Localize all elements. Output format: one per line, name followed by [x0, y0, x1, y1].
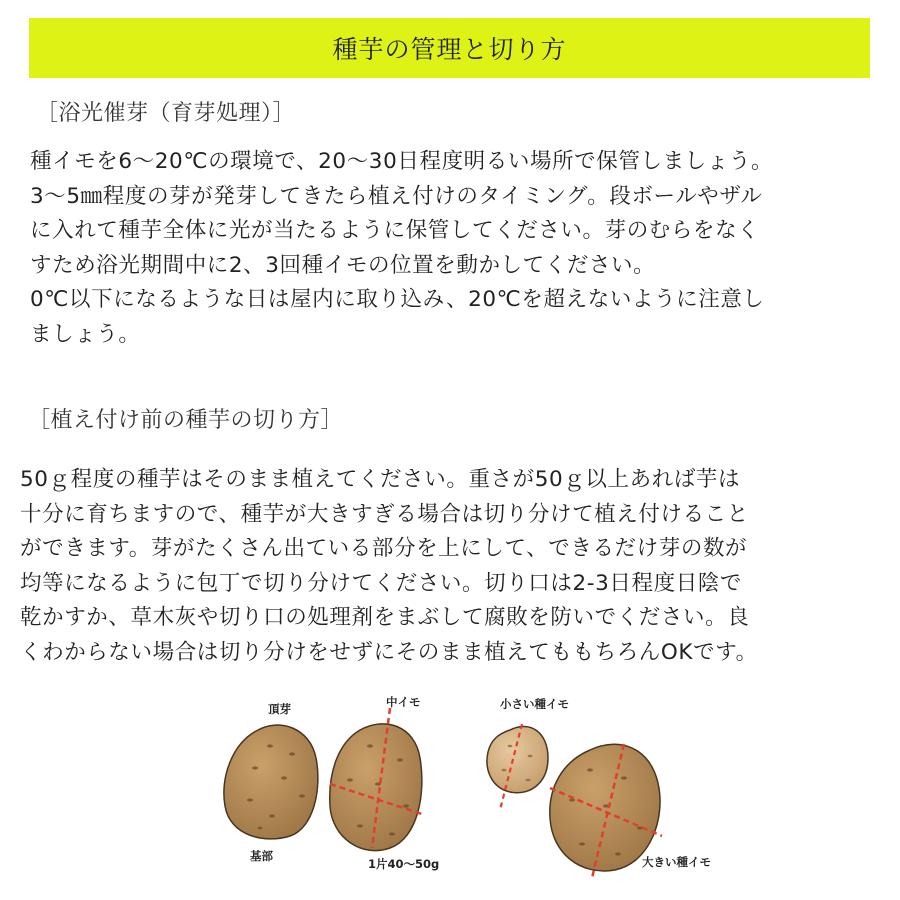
text-line: 種イモを6〜20℃の環境で、20〜30日程度明るい場所で保管しましょう。 — [30, 149, 774, 174]
paragraph-sprouting — [30, 145, 875, 352]
text-line: 十分に育ちますので、種芋が大きすぎる場合は切り分けて植え付けること — [20, 501, 749, 527]
paragraph-cutting — [20, 463, 880, 670]
label-small-potato: 小さい種イモ — [500, 697, 569, 711]
text-line: に入れて種芋全体に光が当たるように保管してください。芽のむらをなく — [30, 218, 760, 243]
small-potato-icon — [487, 724, 548, 810]
text-line: 0℃以下になるような日は屋内に取り込み、20℃を超えないように注意し — [30, 287, 765, 312]
section-heading-cutting: ［植え付け前の種芋の切り方］ — [28, 408, 344, 433]
label-piece-weight: 1片40〜50g — [368, 857, 440, 871]
text-line: すため浴光期間中に2、3回種イモの位置を動かしてください。 — [30, 252, 656, 278]
text-line: ができます。芽がたくさん出ている部分を上にして、できるだけ芽の数が — [20, 536, 748, 561]
label-medium-potato: 中イモ — [386, 695, 421, 709]
label-large-potato: 大きい種イモ — [642, 855, 711, 869]
text-line: くわからない場合は切り分けをせずにそのまま植えてももちろんOKです。 — [20, 639, 758, 665]
text-line: 均等になるように包丁で切り分けてください。切り口は2-3日程度日陰で — [20, 570, 743, 596]
text-line: 乾かすか、草木灰や切り口の処理剤をまぶして腐敗を防いでください。良 — [20, 605, 750, 630]
whole-potato-icon — [224, 725, 318, 839]
label-base: 基部 — [250, 849, 273, 863]
section-heading-sprouting: ［浴光催芽（育芽処理）］ — [36, 101, 296, 126]
page-title: 種芋の管理と切り方 — [29, 18, 870, 78]
seed-potato-cutting-illustration — [210, 688, 730, 888]
text-line: ましょう。 — [30, 321, 141, 347]
medium-potato-icon — [330, 708, 422, 851]
text-line: 50ｇ程度の種芋はそのまま植えてください。重さが50ｇ以上あれば芋は — [20, 467, 741, 492]
text-line: 3〜5㎜程度の芽が発芽してきたら植え付けのタイミング。段ボールやザル — [30, 183, 763, 209]
label-top-bud: 頂芽 — [268, 702, 291, 716]
